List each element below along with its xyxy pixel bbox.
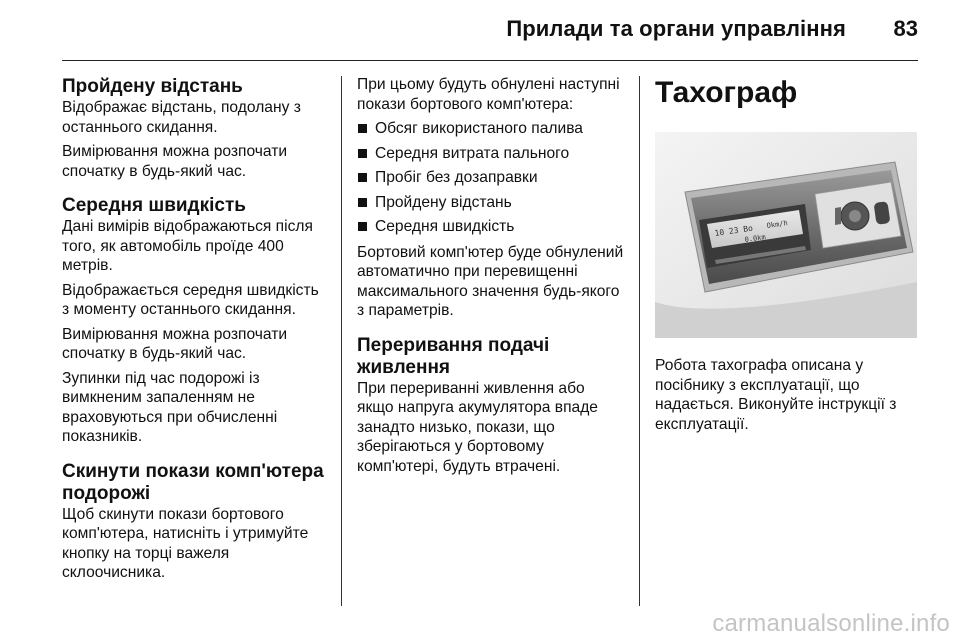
display-text: 10 23 Bo [714, 223, 754, 238]
section-title: Переривання подачі живлення [357, 334, 550, 378]
reset-list [357, 119, 625, 237]
page-header [62, 0, 918, 61]
tachograph-photo [655, 132, 917, 338]
column-divider [639, 76, 640, 606]
list-item: Пройдену відстань [357, 193, 625, 213]
paragraph: При цьому будуть обнулені наступні покази бортового комп'ютера: [357, 76, 620, 113]
section-title: Скинути покази комп'ютера подорожі [62, 460, 324, 504]
paragraph: Бортовий комп'ютер буде обнулений автоматично при перевищенні максимального значення будь-якого з параметрів. [357, 243, 624, 319]
column-right [655, 76, 920, 439]
section-reset [62, 461, 330, 583]
section-avg-speed [62, 195, 330, 447]
page-number: 83 [893, 16, 918, 41]
section-title: Середня швидкість [62, 195, 246, 216]
watermark: carmanualsonline.info [712, 610, 950, 637]
paragraph: При перериванні живлення або якщо напруга акумулятора впаде занадто низько, покази, що зберігаються у бортовому комп'ютері, будуть втрачені. [357, 379, 598, 475]
section-distance [62, 76, 330, 181]
column-left [62, 76, 330, 597]
list-item: Середня витрата пального [357, 144, 625, 164]
section-title: Пройдену відстань [62, 76, 243, 97]
list-item: Середня швидкість [357, 217, 625, 237]
column-divider [341, 76, 342, 606]
display-text: Okm/h [766, 219, 789, 230]
paragraph: Відображається середня швидкість з моменту останнього скидання. [62, 281, 319, 318]
paragraph: Дані вимірів відображаються після того, як автомобіль проїде 400 метрів. [62, 218, 313, 274]
paragraph: Зупинки під час подорожі із вимкненим запаленням не враховуються при обчисленні показників. [62, 369, 278, 445]
paragraph: Щоб скинути покази бортового комп'ютера, натисніть і утримуйте кнопку на торці важеля склоочисника. [62, 505, 309, 581]
paragraph: Робота тахографа описана у посібнику з експлуатації, що надається. Виконуйте інструкції з експлуатації. [655, 357, 897, 433]
column-middle [357, 75, 625, 490]
paragraph: Вимірювання можна розпочати спочатку в будь-який час. [62, 325, 288, 362]
display-text: 0.0km [744, 233, 767, 244]
paragraph: Вимірювання можна розпочати спочатку в будь-який час. [62, 143, 288, 180]
section-title-tachograph: Тахограф [655, 76, 798, 109]
list-item: Пробіг без дозаправки [357, 168, 625, 188]
section-power-interruption [357, 335, 625, 477]
paragraph: Відображає відстань, подолану з останнього скидання. [62, 99, 301, 136]
list-item: Обсяг використаного палива [357, 119, 625, 139]
chapter-title: Прилади та органи управління [506, 16, 846, 41]
